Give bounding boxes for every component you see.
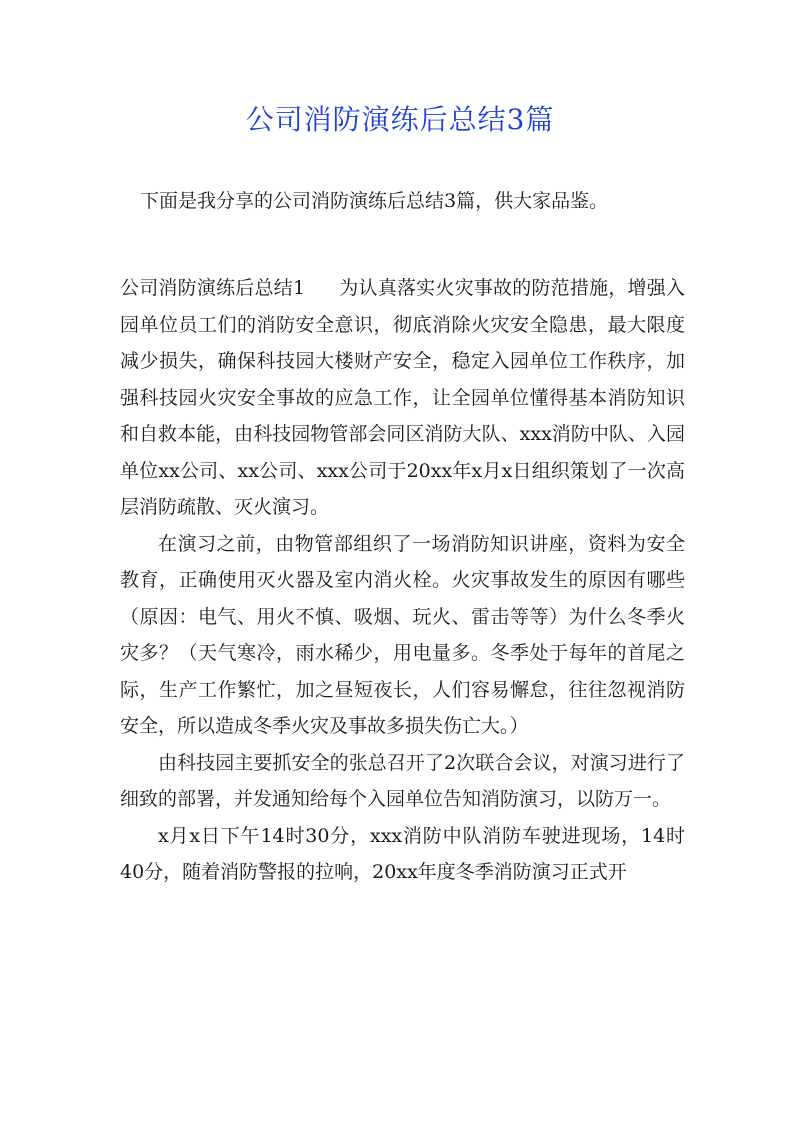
- document-title: 公司消防演练后总结3篇: [245, 103, 555, 136]
- paragraph-4: x月x日下午14时30分，xxx消防中队消防车驶进现场，14时40分，随着消防警报的拉响，20xx年度冬季消防演习正式开: [120, 824, 685, 883]
- paragraph-1-text: 为认真落实火灾事故的防范措施，增强入园单位员工们的消防安全意识，彻底消除火灾安全隐患，最大限度减少损失，确保科技园大楼财产安全，稳定入园单位工作秩序，加强科技园火灾安全事故的应急工作，让全园单位懂得基本消防知识和自救本能，由科技园物管部会同区消防大队、xxx消防中队、入园单位xx公司、xx公司、xxx公司于20xx年x月x日组织策划了一次高层消防疏散、灭火演习。: [120, 277, 685, 518]
- document-body: [120, 270, 685, 891]
- section-heading: 公司消防演练后总结1: [120, 277, 306, 299]
- paragraph-2: 在演习之前，由物管部组织了一场消防知识讲座，资料为安全教育，正确使用灭火器及室内消火栓。火灾事故发生的原因有哪些（原因：电气、用火不慎、吸烟、玩火、雷击等等）为什么冬季火灾多？（天气寒冷，雨水稀少，用电量多。冬季处于每年的首尾之际，生产工作繁忙，加之昼短夜长，人们容易懈怠，往往忽视消防安全，所以造成冬季火灾及事故多损失伤亡大。）: [120, 532, 685, 737]
- paragraph-1: [120, 270, 685, 526]
- paragraph-3: 由科技园主要抓安全的张总召开了2次联合会议，对演习进行了细致的部署，并发通知给每个入园单位告知消防演习，以防万一。: [120, 751, 685, 810]
- intro-text: 下面是我分享的公司消防演练后总结3篇，供大家品鉴。: [140, 190, 609, 212]
